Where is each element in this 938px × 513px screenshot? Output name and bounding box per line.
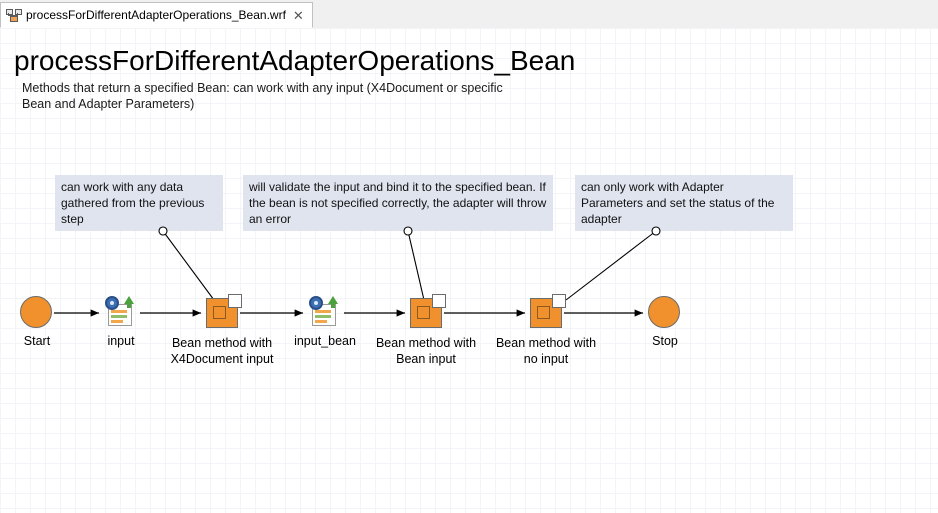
- node-label-bean-method-bean-input: Bean method with Bean input: [375, 336, 477, 366]
- node-label-bean-method-x4document: Bean method with X4Document input: [170, 336, 274, 366]
- diagram-subtitle: Methods that return a specified Bean: can work with any input (X4Document or specific Bean and Adapter Parameters): [22, 81, 503, 111]
- activity-icon: [530, 298, 562, 328]
- node-input-bean[interactable]: [308, 296, 342, 328]
- annotation-note[interactable]: can work with any data gathered from the previous step: [55, 175, 223, 231]
- data-object-icon: [308, 296, 342, 328]
- annotation-note[interactable]: can only work with Adapter Parameters and set the status of the adapter: [575, 175, 793, 231]
- process-diagram-icon: [6, 8, 21, 22]
- close-icon[interactable]: ✕: [292, 7, 304, 23]
- node-bean-method-no-input[interactable]: [530, 298, 562, 328]
- node-label-stop: Stop: [652, 334, 678, 348]
- diagram-canvas[interactable]: [0, 28, 938, 513]
- start-event-icon: [20, 296, 52, 328]
- node-bean-method-x4document[interactable]: [206, 298, 238, 328]
- activity-icon: [206, 298, 238, 328]
- node-label-input: input: [107, 334, 135, 348]
- node-label-bean-method-no-input: Bean method with no input: [495, 336, 597, 366]
- end-event-icon: [648, 296, 680, 328]
- node-label-input-bean: input_bean: [294, 334, 356, 348]
- node-bean-method-bean-input[interactable]: [410, 298, 442, 328]
- node-stop[interactable]: [648, 296, 680, 328]
- node-input[interactable]: [104, 296, 138, 328]
- annotation-note[interactable]: will validate the input and bind it to the specified bean. If the bean is not specified correctly, the adapter will throw an error: [243, 175, 553, 231]
- activity-icon: [410, 298, 442, 328]
- editor-tab-bar: [0, 0, 938, 29]
- data-object-icon: [104, 296, 138, 328]
- editor-tab-label: processForDifferentAdapterOperations_Bean.wrf: [26, 8, 286, 22]
- node-label-start: Start: [23, 334, 51, 348]
- node-start[interactable]: [20, 296, 52, 328]
- diagram-title: processForDifferentAdapterOperations_Bean: [14, 45, 576, 76]
- editor-tab[interactable]: [0, 2, 313, 28]
